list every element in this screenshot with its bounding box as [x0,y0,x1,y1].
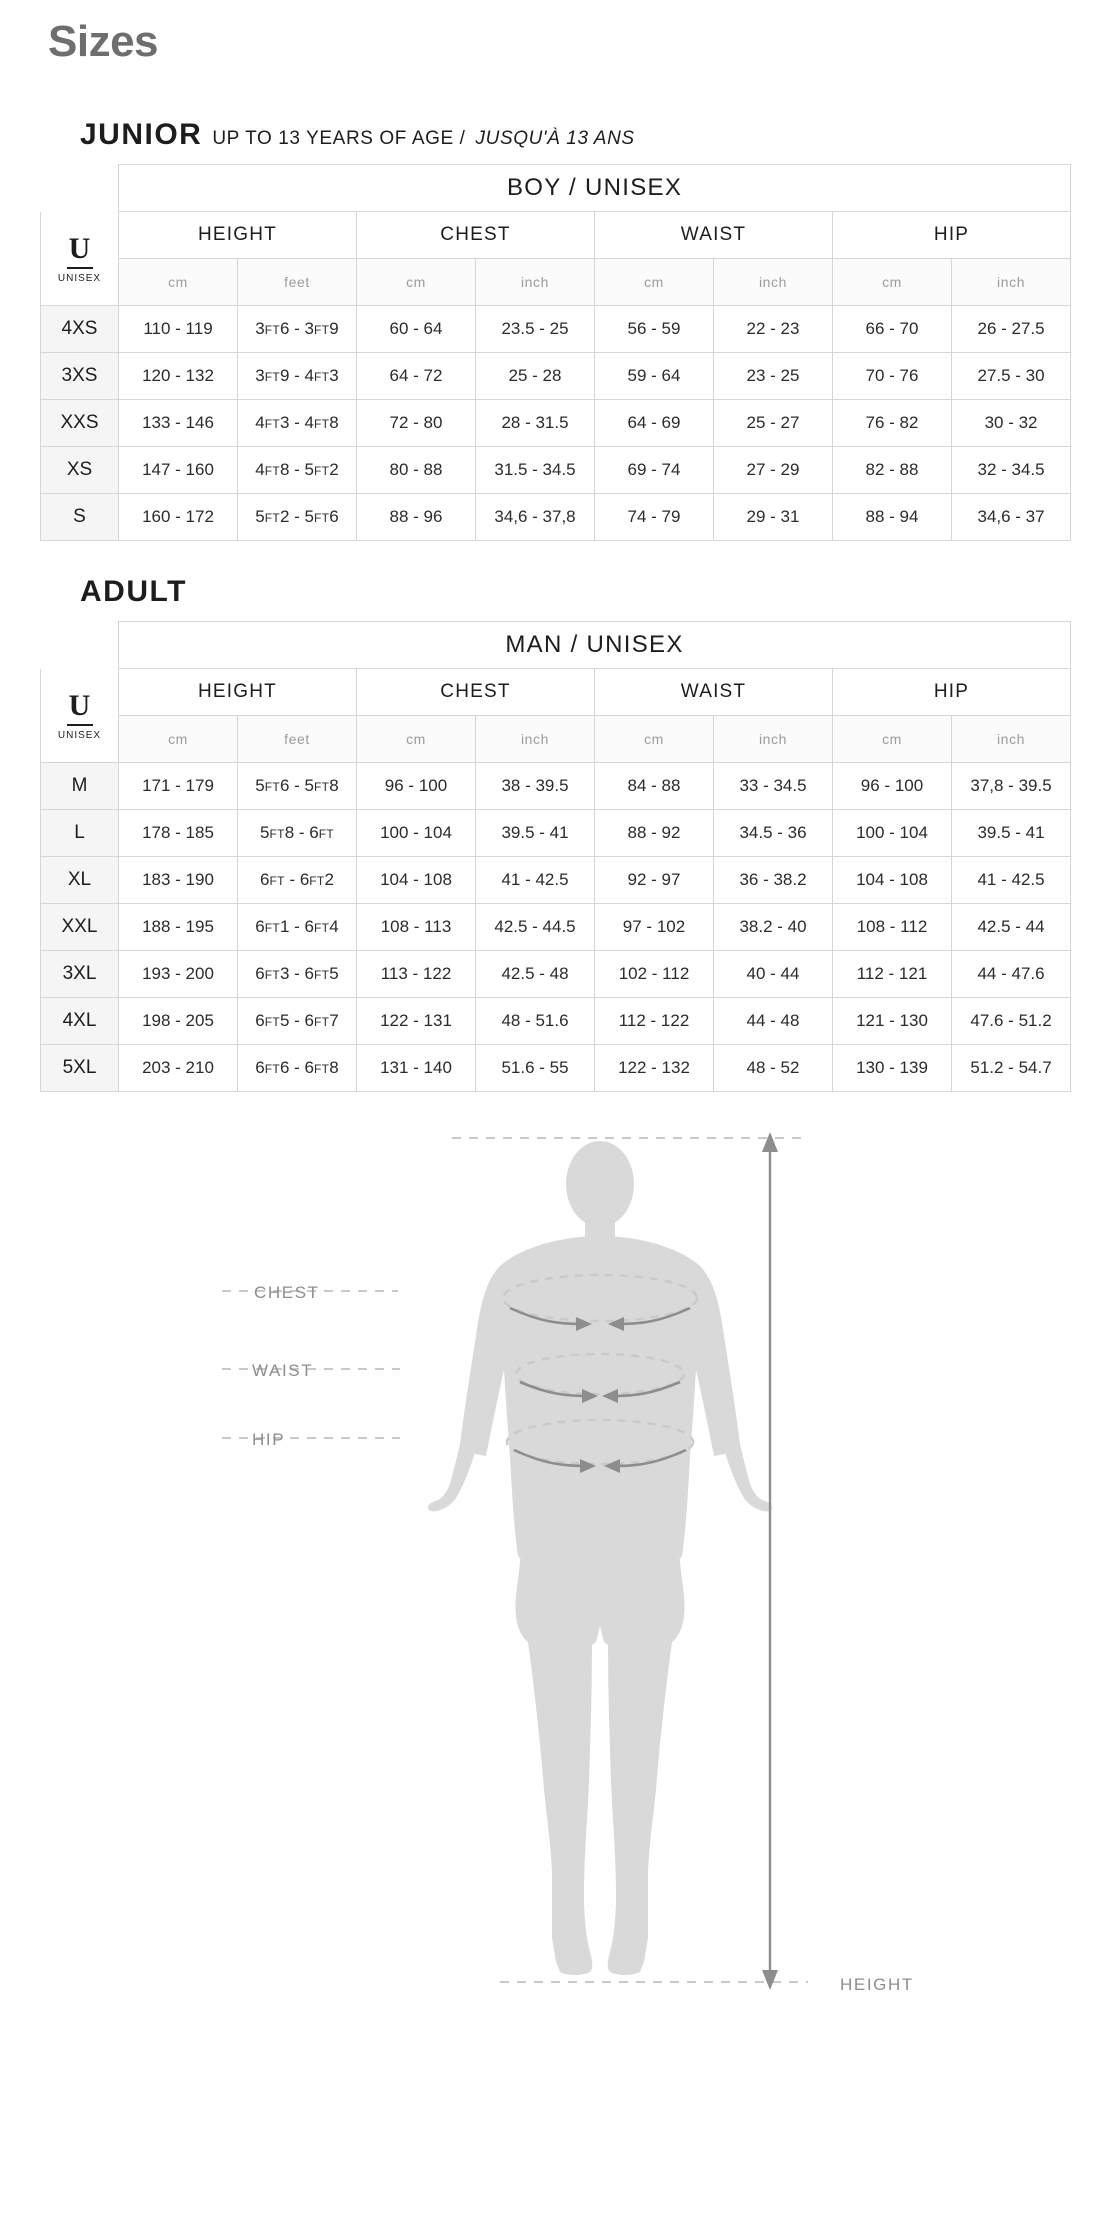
table-row [41,1045,1071,1092]
adult-cell-6-3: 51.6 - 55 [476,1045,595,1092]
junior-measure-header-row [41,212,1071,259]
table-row [41,951,1071,998]
junior-cell-1-4: 59 - 64 [595,353,714,400]
junior-cell-0-2: 60 - 64 [357,306,476,353]
adult-cell-3-3: 42.5 - 44.5 [476,904,595,951]
junior-unit-2: cm [357,259,476,306]
junior-cell-2-7: 30 - 32 [952,400,1071,447]
junior-size-4: S [41,494,119,541]
junior-cell-0-0: 110 - 119 [119,306,238,353]
adult-cell-3-0: 188 - 195 [119,904,238,951]
adult-cell-1-4: 88 - 92 [595,810,714,857]
junior-cell-4-2: 88 - 96 [357,494,476,541]
junior-cell-0-4: 56 - 59 [595,306,714,353]
adult-unisex-mark [41,669,119,763]
adult-cell-3-7: 42.5 - 44 [952,904,1071,951]
junior-cell-3-5: 27 - 29 [714,447,833,494]
adult-cell-6-2: 131 - 140 [357,1045,476,1092]
table-row [41,353,1071,400]
adult-cell-0-6: 96 - 100 [833,763,952,810]
adult-cell-2-5: 36 - 38.2 [714,857,833,904]
adult-cell-0-7: 37,8 - 39.5 [952,763,1071,810]
adult-size-0: M [41,763,119,810]
junior-cell-2-5: 25 - 27 [714,400,833,447]
adult-cell-3-5: 38.2 - 40 [714,904,833,951]
adult-cell-5-6: 121 - 130 [833,998,952,1045]
height-label: HEIGHT [840,1975,914,1995]
adult-cell-1-1: 5FT8 - 6FT [238,810,357,857]
junior-cell-2-3: 28 - 31.5 [476,400,595,447]
junior-unit-3: inch [476,259,595,306]
junior-unisex-mark [41,212,119,306]
junior-cell-3-3: 31.5 - 34.5 [476,447,595,494]
adult-unit-2: cm [357,716,476,763]
adult-size-table [40,621,1071,1092]
junior-measure-chest: CHEST [357,212,595,259]
unisex-underline [67,724,93,726]
junior-cell-3-0: 147 - 160 [119,447,238,494]
adult-cell-3-1: 6FT1 - 6FT4 [238,904,357,951]
adult-cell-5-7: 47.6 - 51.2 [952,998,1071,1045]
adult-cell-4-4: 102 - 112 [595,951,714,998]
junior-cell-1-1: 3FT9 - 4FT3 [238,353,357,400]
adult-measure-waist: WAIST [595,669,833,716]
page-title: Sizes [48,17,159,66]
adult-size-2: XL [41,857,119,904]
junior-heading: JUNIOR [80,118,203,152]
junior-section-heading [0,118,1119,162]
adult-cell-1-3: 39.5 - 41 [476,810,595,857]
junior-group-header-row [41,165,1071,212]
junior-size-0: 4XS [41,306,119,353]
adult-group-header: MAN / UNISEX [119,622,1071,669]
table-row [41,400,1071,447]
adult-cell-6-5: 48 - 52 [714,1045,833,1092]
adult-cell-1-6: 100 - 104 [833,810,952,857]
table-row [41,857,1071,904]
adult-heading: ADULT [80,575,187,609]
junior-cell-1-6: 70 - 76 [833,353,952,400]
adult-unit-1: feet [238,716,357,763]
junior-cell-3-1: 4FT8 - 5FT2 [238,447,357,494]
adult-cell-0-2: 96 - 100 [357,763,476,810]
unisex-letter: U [68,688,91,722]
adult-size-1: L [41,810,119,857]
junior-unit-header-row [41,259,1071,306]
adult-cell-0-0: 171 - 179 [119,763,238,810]
adult-unit-header-row [41,716,1071,763]
body-silhouette [428,1141,772,1975]
adult-cell-3-6: 108 - 112 [833,904,952,951]
adult-cell-0-3: 38 - 39.5 [476,763,595,810]
adult-cell-1-2: 100 - 104 [357,810,476,857]
junior-size-table [40,164,1071,541]
table-row [41,904,1071,951]
height-arrow [762,1132,778,1990]
junior-subtitle-fr: JUSQU'À 13 ANS [475,128,635,150]
junior-size-1: 3XS [41,353,119,400]
adult-cell-5-3: 48 - 51.6 [476,998,595,1045]
junior-cell-3-7: 32 - 34.5 [952,447,1071,494]
hip-label: HIP [252,1430,286,1450]
table-row [41,494,1071,541]
adult-cell-5-5: 44 - 48 [714,998,833,1045]
adult-section-heading [0,575,1119,619]
junior-size-2: XXS [41,400,119,447]
adult-cell-2-6: 104 - 108 [833,857,952,904]
adult-cell-0-5: 33 - 34.5 [714,763,833,810]
adult-unit-5: inch [714,716,833,763]
table-row [41,306,1071,353]
junior-cell-4-4: 74 - 79 [595,494,714,541]
measurement-figure [0,1126,1119,1995]
junior-cell-4-5: 29 - 31 [714,494,833,541]
junior-cell-0-7: 26 - 27.5 [952,306,1071,353]
table-row [41,998,1071,1045]
adult-cell-4-5: 40 - 44 [714,951,833,998]
adult-cell-2-7: 41 - 42.5 [952,857,1071,904]
adult-cell-1-7: 39.5 - 41 [952,810,1071,857]
junior-corner-top [41,165,119,212]
adult-cell-6-6: 130 - 139 [833,1045,952,1092]
adult-cell-2-1: 6FT - 6FT2 [238,857,357,904]
adult-cell-1-0: 178 - 185 [119,810,238,857]
adult-cell-5-0: 198 - 205 [119,998,238,1045]
adult-cell-4-2: 113 - 122 [357,951,476,998]
adult-size-4: 3XL [41,951,119,998]
junior-cell-1-0: 120 - 132 [119,353,238,400]
adult-cell-6-0: 203 - 210 [119,1045,238,1092]
adult-cell-4-3: 42.5 - 48 [476,951,595,998]
waist-label: WAIST [252,1361,314,1381]
adult-cell-0-1: 5FT6 - 5FT8 [238,763,357,810]
junior-cell-2-1: 4FT3 - 4FT8 [238,400,357,447]
junior-cell-3-4: 69 - 74 [595,447,714,494]
junior-cell-0-6: 66 - 70 [833,306,952,353]
adult-cell-1-5: 34.5 - 36 [714,810,833,857]
adult-measure-height: HEIGHT [119,669,357,716]
junior-cell-0-5: 22 - 23 [714,306,833,353]
adult-unit-6: cm [833,716,952,763]
adult-cell-2-4: 92 - 97 [595,857,714,904]
adult-measure-hip: HIP [833,669,1071,716]
junior-cell-2-2: 72 - 80 [357,400,476,447]
table-row [41,763,1071,810]
junior-measure-hip: HIP [833,212,1071,259]
junior-unit-1: feet [238,259,357,306]
junior-measure-height: HEIGHT [119,212,357,259]
junior-cell-0-1: 3FT6 - 3FT9 [238,306,357,353]
junior-cell-4-0: 160 - 172 [119,494,238,541]
adult-cell-3-4: 97 - 102 [595,904,714,951]
adult-group-header-row [41,622,1071,669]
junior-measure-waist: WAIST [595,212,833,259]
adult-corner-top [41,622,119,669]
adult-cell-0-4: 84 - 88 [595,763,714,810]
junior-size-3: XS [41,447,119,494]
junior-unit-4: cm [595,259,714,306]
unisex-label: UNISEX [57,272,102,284]
adult-cell-6-4: 122 - 132 [595,1045,714,1092]
unisex-label: UNISEX [57,729,102,741]
junior-cell-1-7: 27.5 - 30 [952,353,1071,400]
junior-cell-4-3: 34,6 - 37,8 [476,494,595,541]
junior-unit-6: cm [833,259,952,306]
adult-size-6: 5XL [41,1045,119,1092]
junior-cell-2-6: 76 - 82 [833,400,952,447]
adult-measure-chest: CHEST [357,669,595,716]
adult-unit-0: cm [119,716,238,763]
adult-cell-4-0: 193 - 200 [119,951,238,998]
adult-cell-4-6: 112 - 121 [833,951,952,998]
adult-cell-6-1: 6FT6 - 6FT8 [238,1045,357,1092]
adult-cell-5-1: 6FT5 - 6FT7 [238,998,357,1045]
junior-cell-2-4: 64 - 69 [595,400,714,447]
junior-unit-5: inch [714,259,833,306]
table-row [41,447,1071,494]
adult-size-5: 4XL [41,998,119,1045]
adult-cell-2-0: 183 - 190 [119,857,238,904]
table-row [41,810,1071,857]
adult-cell-2-2: 104 - 108 [357,857,476,904]
junior-cell-3-2: 80 - 88 [357,447,476,494]
junior-cell-4-6: 88 - 94 [833,494,952,541]
adult-cell-2-3: 41 - 42.5 [476,857,595,904]
adult-cell-4-1: 6FT3 - 6FT5 [238,951,357,998]
junior-cell-3-6: 82 - 88 [833,447,952,494]
junior-cell-4-7: 34,6 - 37 [952,494,1071,541]
junior-cell-0-3: 23.5 - 25 [476,306,595,353]
junior-cell-1-3: 25 - 28 [476,353,595,400]
junior-cell-2-0: 133 - 146 [119,400,238,447]
adult-cell-5-4: 112 - 122 [595,998,714,1045]
adult-unit-4: cm [595,716,714,763]
adult-cell-4-7: 44 - 47.6 [952,951,1071,998]
junior-subtitle-en: UP TO 13 YEARS OF AGE / [212,128,466,150]
junior-cell-4-1: 5FT2 - 5FT6 [238,494,357,541]
junior-unit-7: inch [952,259,1071,306]
unisex-letter: U [68,231,91,265]
junior-unit-0: cm [119,259,238,306]
adult-unit-3: inch [476,716,595,763]
adult-measure-header-row [41,669,1071,716]
junior-cell-1-5: 23 - 25 [714,353,833,400]
junior-cell-1-2: 64 - 72 [357,353,476,400]
adult-cell-3-2: 108 - 113 [357,904,476,951]
adult-cell-6-7: 51.2 - 54.7 [952,1045,1071,1092]
unisex-underline [67,267,93,269]
chest-label: CHEST [254,1283,320,1303]
body-diagram-svg [0,1126,1119,1995]
junior-group-header: BOY / UNISEX [119,165,1071,212]
adult-unit-7: inch [952,716,1071,763]
adult-size-3: XXL [41,904,119,951]
adult-cell-5-2: 122 - 131 [357,998,476,1045]
